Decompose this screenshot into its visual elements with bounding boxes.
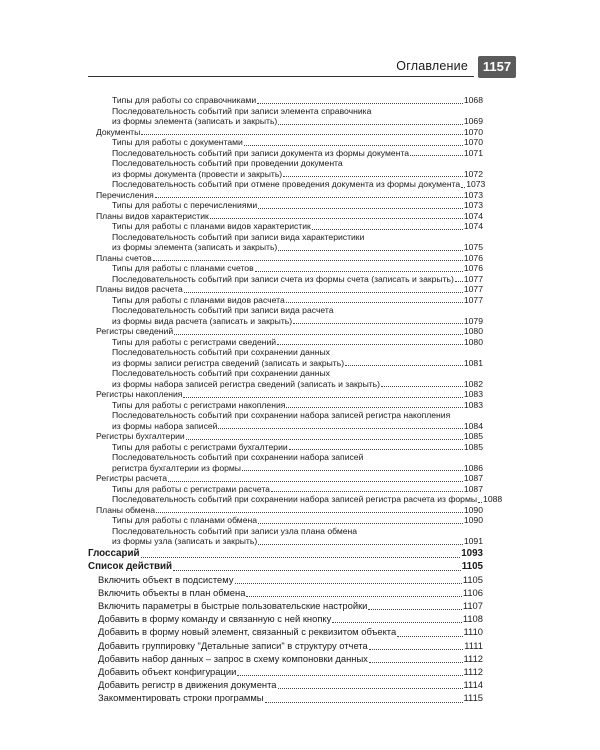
toc-entry-page: 1105 — [461, 560, 483, 572]
toc-entry-title: Последовательность событий при записи вида характеристики — [112, 231, 365, 242]
dot-leader — [153, 260, 463, 261]
toc-entry-page: 1075 — [463, 242, 483, 252]
toc-entry-page: 1070 — [463, 137, 483, 147]
dot-leader — [258, 544, 463, 545]
toc-entry-page: 1088 — [483, 494, 503, 504]
dot-leader — [369, 662, 463, 663]
dot-leader — [174, 334, 463, 335]
toc-entry-page: 1090 — [463, 515, 483, 525]
toc-entry-page: 1074 — [463, 221, 483, 231]
toc-entry-title: Регистры расчета — [96, 473, 167, 483]
toc-entry-title: из формы элемента (записать и закрыть) — [112, 116, 278, 126]
dot-leader — [397, 636, 462, 637]
dot-leader — [278, 250, 463, 251]
dot-leader — [293, 323, 463, 324]
dot-leader — [235, 583, 462, 584]
toc-entry-page: 1114 — [463, 679, 483, 691]
dot-leader — [186, 439, 463, 440]
toc-entry — [88, 148, 483, 159]
toc-entry — [88, 586, 483, 599]
dot-leader — [271, 491, 463, 492]
dot-leader — [286, 407, 462, 408]
toc-entry-page: 1112 — [463, 652, 483, 664]
toc-entry-page: 1071 — [463, 147, 483, 158]
toc-entry-page: 1079 — [463, 315, 483, 326]
toc-entry-title: из формы документа (провести и закрыть) — [112, 168, 283, 179]
toc-entry-title: Типы для работы с регистрами накопления — [112, 399, 286, 410]
toc-entry-page: 1076 — [463, 263, 483, 273]
toc-entry-title: Последовательность событий при записи элемента справочника — [112, 105, 372, 116]
dot-leader — [255, 271, 463, 272]
dot-leader — [242, 470, 463, 471]
toc-entry — [88, 221, 483, 232]
dot-leader — [381, 386, 463, 387]
dot-leader — [369, 649, 463, 650]
toc-entry — [88, 347, 483, 358]
toc-entry-title: из формы набора записей — [112, 420, 218, 431]
toc-entry-title: Закомментировать строки программы — [98, 692, 264, 704]
toc-entry — [88, 242, 483, 253]
toc-entry-title: Последовательность событий при сохранении набора записей — [112, 452, 364, 462]
toc-entry-title: Типы для работы с перечислениями — [112, 200, 258, 210]
toc-entry-page: 1077 — [463, 294, 483, 305]
dot-leader — [218, 428, 462, 429]
dot-leader — [257, 103, 463, 104]
dot-leader — [156, 512, 463, 513]
toc-entry-title: Последовательность событий при сохранении набора записей регистра накопления — [112, 410, 451, 420]
toc-entry-page: 1073 — [463, 189, 483, 200]
toc-entry-page: 1076 — [463, 252, 483, 263]
toc-entry-title: регистра бухгалтерии из формы — [112, 462, 241, 473]
toc-entry-page: 1072 — [463, 168, 483, 179]
dot-leader — [332, 622, 462, 623]
toc-entry-page: 1073 — [466, 179, 486, 189]
toc-entry — [88, 560, 483, 573]
dot-leader — [210, 218, 463, 219]
toc-entry — [88, 678, 483, 691]
toc-entry-title: Добавить объект конфигурации — [98, 665, 237, 677]
header-rule — [88, 76, 474, 77]
toc-entry — [88, 452, 483, 463]
toc-entry — [88, 573, 483, 586]
dot-leader — [278, 124, 463, 125]
dot-leader — [141, 557, 461, 558]
toc-entry — [88, 484, 483, 495]
toc-entry — [88, 253, 483, 264]
toc-entry-title: Список действий — [88, 560, 173, 572]
toc-entry — [88, 232, 483, 243]
toc-entry-page: 1091 — [463, 536, 483, 546]
toc-entry-page: 1115 — [463, 692, 483, 704]
toc-entry-title: Добавить регистр в движения документа — [98, 679, 277, 691]
toc-entry-title: Добавить в форму новый элемент, связанный с реквизитом объекта — [98, 626, 397, 638]
toc-entry-title: Последовательность событий при записи узла плана обмена — [112, 525, 358, 536]
toc-entry-title: Включить объекты в план обмена — [98, 586, 246, 598]
toc-entry-page: 1085 — [463, 441, 483, 452]
toc-entry — [88, 421, 483, 432]
toc-entry — [88, 190, 483, 201]
toc-entry-title: Документы — [96, 126, 141, 137]
toc-entry — [88, 442, 483, 453]
toc-entry-title: Типы для работы с планами счетов — [112, 263, 254, 273]
dot-leader — [258, 208, 463, 209]
toc-entry-title: Планы видов характеристик — [96, 210, 209, 221]
toc-entry — [88, 127, 483, 138]
toc-entry — [88, 263, 483, 274]
toc-entry-title: Последовательность событий при сохранении данных — [112, 368, 330, 378]
page-number-badge: 1157 — [478, 56, 516, 78]
toc-entry — [88, 337, 483, 348]
toc-entry-page: 1084 — [463, 420, 483, 431]
toc-entry — [88, 95, 483, 106]
toc-entry-page: 1074 — [463, 210, 483, 221]
toc-entry-title: Планы обмена — [96, 504, 156, 515]
toc-entry — [88, 431, 483, 442]
toc-entry-page: 1077 — [463, 273, 483, 284]
dot-leader — [244, 145, 463, 146]
toc-entry — [88, 389, 483, 400]
toc-entry-title: Добавить в форму команду и связанную с ней кнопку — [98, 613, 332, 625]
toc-entry-page: 1090 — [463, 504, 483, 515]
toc-entry-title: Добавить набор данных – запрос в схему компоновки данных — [98, 652, 368, 664]
toc-entry-page: 1107 — [462, 599, 483, 611]
toc-entry-title: Последовательность событий при сохранении данных — [112, 347, 330, 357]
toc-entry — [88, 316, 483, 327]
toc-entry — [88, 169, 483, 180]
toc-entry-title: Типы для работы с регистрами бухгалтерии — [112, 441, 288, 452]
toc-entry-title: Типы для работы с регистрами сведений — [112, 336, 277, 347]
toc-entry — [88, 368, 483, 379]
toc-entry — [88, 284, 483, 295]
toc-entry-title: Планы видов расчета — [96, 284, 183, 294]
toc-entry — [88, 274, 483, 285]
toc-entry-title: Регистры накопления — [96, 389, 183, 399]
toc-entry — [88, 200, 483, 211]
toc-entry-title: Типы для работы с планами видов характеристик — [112, 221, 311, 231]
toc-entry — [88, 379, 483, 390]
dot-leader — [184, 292, 463, 293]
toc-entry-page: 1080 — [463, 336, 483, 347]
toc-entry-title: Перечисления — [96, 189, 154, 200]
toc-entry-page: 1105 — [462, 573, 483, 585]
dot-leader — [410, 155, 463, 156]
toc-entry-page: 1111 — [464, 639, 483, 651]
toc-entry — [88, 599, 483, 612]
toc-entry-title: из формы набора записей регистра сведений (записать и закрыть) — [112, 378, 381, 389]
toc-entry-title: Последовательность событий при записи вида расчета — [112, 305, 334, 315]
toc-entry-title: Типы для работы с регистрами расчета — [112, 483, 270, 494]
toc-entry-page: 1082 — [463, 378, 483, 389]
toc-entry — [88, 515, 483, 526]
dot-leader — [345, 365, 463, 366]
toc-entry-page: 1112 — [463, 665, 483, 677]
toc-entry-title: Добавить группировку "Детальные записи" в структуру отчета — [98, 639, 368, 651]
toc-entry — [88, 106, 483, 117]
toc-entry-page: 1106 — [462, 586, 483, 598]
dot-leader — [277, 344, 463, 345]
toc-entry — [88, 358, 483, 369]
toc-entry-title: Последовательность событий при отмене проведения документа из формы документа — [112, 179, 461, 189]
toc-entry — [88, 691, 483, 704]
dot-leader — [168, 481, 463, 482]
dot-leader — [478, 502, 482, 503]
dot-leader — [246, 596, 461, 597]
toc-entry — [88, 505, 483, 516]
toc-entry — [88, 625, 483, 638]
toc-entry — [88, 179, 486, 190]
dot-leader — [312, 229, 463, 230]
table-of-contents — [88, 95, 503, 705]
toc-entry-page: 1077 — [463, 284, 483, 294]
dot-leader — [278, 688, 463, 689]
toc-entry — [88, 494, 503, 505]
toc-entry-title: Последовательность событий при проведении документа — [112, 158, 343, 168]
toc-entry-page: 1068 — [463, 95, 483, 105]
dot-leader — [265, 702, 463, 703]
toc-entry-title: Последовательность событий при записи документа из формы документа — [112, 147, 410, 158]
toc-entry-title: Регистры сведений — [96, 326, 174, 336]
dot-leader — [183, 397, 462, 398]
toc-entry — [88, 211, 483, 222]
toc-entry-title: Типы для работы с документами — [112, 137, 243, 147]
toc-entry — [88, 137, 483, 148]
toc-entry-title: Последовательность событий при записи счета из формы счета (записать и закрыть) — [112, 273, 454, 284]
toc-entry-page: 1085 — [463, 431, 483, 441]
toc-entry — [88, 652, 483, 665]
toc-entry-title: Последовательность событий при сохранении набора записей регистра расчета из формы — [112, 494, 478, 504]
toc-entry-page: 1110 — [463, 626, 483, 638]
toc-entry — [88, 612, 483, 625]
toc-entry — [88, 305, 483, 316]
dot-leader — [455, 281, 463, 282]
toc-entry-title: Глоссарий — [88, 547, 140, 559]
toc-entry — [88, 547, 483, 560]
toc-entry-page: 1083 — [463, 389, 483, 399]
dot-leader — [173, 570, 461, 571]
toc-entry — [88, 116, 483, 127]
toc-entry-page: 1070 — [463, 126, 483, 137]
toc-entry-title: Включить объект в подсистему — [98, 573, 234, 585]
dot-leader — [258, 523, 463, 524]
toc-entry-title: Типы для работы с планами видов расчета — [112, 294, 285, 305]
dot-leader — [289, 449, 463, 450]
toc-entry — [88, 473, 483, 484]
toc-entry-page: 1093 — [461, 547, 483, 559]
dot-leader — [283, 176, 463, 177]
toc-entry-title: из формы вида расчета (записать и закрыть) — [112, 315, 293, 326]
toc-entry — [88, 639, 483, 652]
toc-entry — [88, 326, 483, 337]
toc-entry-page: 1069 — [463, 116, 483, 126]
toc-entry — [88, 410, 483, 421]
toc-entry — [88, 526, 483, 537]
toc-entry — [88, 158, 483, 169]
toc-entry — [88, 536, 483, 547]
toc-entry-page: 1080 — [463, 326, 483, 336]
toc-entry — [88, 463, 483, 474]
dot-leader — [237, 675, 462, 676]
toc-entry-page: 1086 — [463, 462, 483, 473]
dot-leader — [368, 609, 461, 610]
toc-entry-page: 1087 — [463, 473, 483, 483]
toc-entry-page: 1081 — [463, 357, 483, 368]
toc-entry-page: 1083 — [463, 399, 483, 410]
toc-entry-title: Типы для работы с планами обмена — [112, 515, 258, 525]
toc-entry-title: Планы счетов — [96, 252, 152, 263]
toc-entry-page: 1108 — [462, 613, 483, 625]
dot-leader — [286, 302, 463, 303]
toc-entry-title: Включить параметры в быстрые пользовательские настройки — [98, 599, 368, 611]
toc-entry — [88, 400, 483, 411]
toc-entry-title: Регистры бухгалтерии — [96, 431, 185, 441]
toc-entry-title: из формы элемента (записать и закрыть) — [112, 242, 278, 252]
dot-leader — [461, 187, 465, 188]
toc-entry-page: 1073 — [463, 200, 483, 210]
dot-leader — [155, 197, 463, 198]
toc-entry-page: 1087 — [463, 483, 483, 494]
toc-entry-title: из формы записи регистра сведений (записать и закрыть) — [112, 357, 345, 368]
toc-entry-title: из формы узла (записать и закрыть) — [112, 536, 258, 546]
toc-entry-title: Типы для работы со справочниками — [112, 95, 257, 105]
dot-leader — [141, 134, 463, 135]
running-header — [88, 56, 516, 80]
toc-entry — [88, 665, 483, 678]
section-title: Оглавление — [396, 59, 468, 73]
toc-entry — [88, 295, 483, 306]
